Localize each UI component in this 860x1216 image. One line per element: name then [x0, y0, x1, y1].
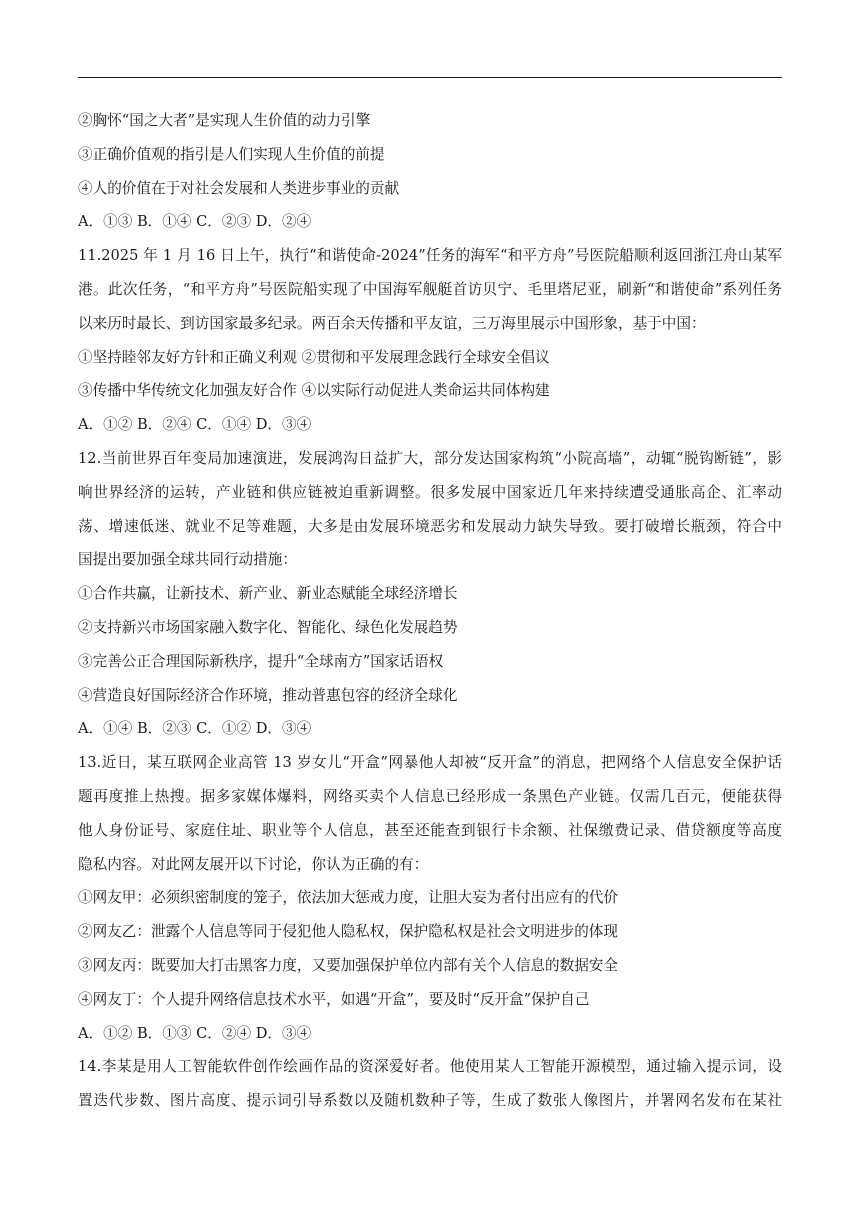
text-line-q12-stem-4: 国提出要加强全球共同行动措施：: [78, 551, 297, 569]
text-line-q13-stem-1: 13.近日，某互联网企业高管 13 岁女儿“开盒”网暴他人却被“反开盒”的消息，把网络个人信息安全保护话: [78, 754, 782, 772]
text-line-q14-stem-2: 置迭代步数、图片高度、提示词引导系数以及随机数种子等，生成了数张人像图片，并署网名发布在某社: [78, 1092, 782, 1110]
text-line-q10-opt-3: ③正确价值观的指引是人们实现人生价值的前提: [78, 145, 385, 163]
text-line-q13-opt-3: ③网友丙：既要加大打击黑客力度，又要加强保护单位内部有关个人信息的数据安全: [78, 956, 618, 974]
text-line-q11-stem-1: 11.2025 年 1 月 16 日上午，执行“和谐使命-2024”任务的海军“和平方舟”号医院船顺利返回浙江舟山某军: [78, 247, 782, 265]
text-line-q13-opt-1: ①网友甲：必须织密制度的笼子，依法加大惩戒力度，让胆大妄为者付出应有的代价: [78, 889, 618, 907]
text-line-q13-opt-2: ②网友乙：泄露个人信息等同于侵犯他人隐私权，保护隐私权是社会文明进步的体现: [78, 923, 618, 941]
text-line-q11-stem-2: 港。此次任务，“和平方舟”号医院船实现了中国海军舰艇首访贝宁、毛里塔尼亚，刷新“和谐使命”系列任务: [78, 280, 782, 298]
text-line-q13-stem-3: 他人身份证号、家庭住址、职业等个人信息，甚至还能查到银行卡余额、社保缴费记录、借贷额度等高度: [78, 821, 782, 839]
text-line-q12-answers: A．①④ B．②③ C．①② D．③④: [78, 720, 312, 738]
header-rule: [78, 77, 782, 78]
text-line-q12-opt-2: ②支持新兴市场国家融入数字化、智能化、绿色化发展趋势: [78, 618, 458, 636]
text-line-q11-opt-34: ③传播中华传统文化加强友好合作 ④以实际行动促进人类命运共同体构建: [78, 382, 550, 400]
text-line-q13-opt-4: ④网友丁：个人提升网络信息技术水平，如遇“开盒”，要及时“反开盒”保护自己: [78, 990, 590, 1008]
text-line-q12-opt-4: ④营造良好国际经济合作环境，推动普惠包容的经济全球化: [78, 686, 458, 704]
text-line-q11-stem-3: 以来历时最长、到访国家最多纪录。两百余天传播和平友谊，三万海里展示中国形象，基于中国：: [78, 314, 706, 332]
text-line-q13-answers: A．①② B．①③ C．②④ D．③④: [78, 1024, 312, 1042]
document-body: [78, 104, 782, 1118]
text-line-q12-opt-3: ③完善公正合理国际新秩序，提升“全球南方”国家话语权: [78, 652, 444, 670]
text-line-q10-opt-4: ④人的价值在于对社会发展和人类进步事业的贡献: [78, 179, 400, 197]
text-line-q12-stem-1: 12.当前世界百年变局加速演进，发展鸿沟日益扩大，部分发达国家构筑“小院高墙”，动辄“脱钩断链”，影: [78, 449, 782, 467]
text-line-q11-opt-12: ①坚持睦邻友好方针和正确义利观 ②贯彻和平发展理念践行全球安全倡议: [78, 348, 550, 366]
text-line-q11-answers: A．①② B．②④ C．①④ D．③④: [78, 416, 312, 434]
text-line-q10-answers: A．①③ B．①④ C．②③ D．②④: [78, 213, 312, 231]
text-line-q14-stem-1: 14.李某是用人工智能软件创作绘画作品的资深爱好者。他使用某人工智能开源模型，通过输入提示词，设: [78, 1058, 782, 1076]
text-line-q12-stem-3: 荡、增速低迷、就业不足等难题，大多是由发展环境恶劣和发展动力缺失导致。要打破增长瓶颈，符合中: [78, 517, 782, 535]
text-line-q12-opt-1: ①合作共赢，让新技术、新产业、新业态赋能全球经济增长: [78, 585, 458, 603]
text-line-q12-stem-2: 响世界经济的运转，产业链和供应链被迫重新调整。很多发展中国家近几年来持续遭受通胀高企、汇率动: [78, 483, 782, 501]
text-line-q13-stem-4: 隐私内容。对此网友展开以下讨论，你认为正确的有：: [78, 855, 429, 873]
text-line-q10-opt-2: ②胸怀“国之大者”是实现人生价值的动力引擎: [78, 112, 371, 129]
text-line-q13-stem-2: 题再度推上热搜。据多家媒体爆料，网络买卖个人信息已经形成一条黑色产业链。仅需几百元，便能获得: [78, 787, 782, 805]
